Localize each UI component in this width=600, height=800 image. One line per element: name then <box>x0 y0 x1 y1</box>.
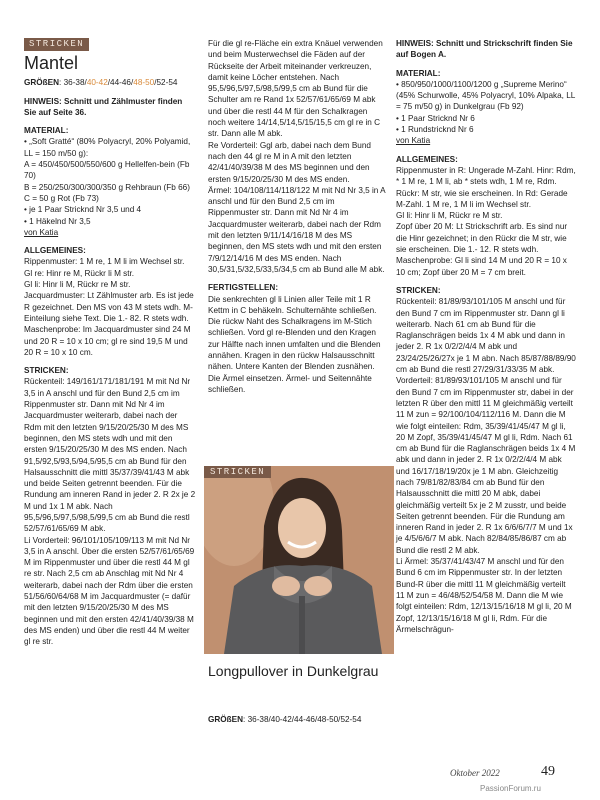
material-item: C = 50 g Rot (Fb 73) <box>24 193 99 203</box>
general-item: Gl re: Hinr re M, Rückr li M str. <box>24 268 135 278</box>
page-number: 49 <box>541 764 555 779</box>
watermark: PassionForum.ru <box>480 784 541 793</box>
column-2 <box>208 38 386 395</box>
general-heading: ALLGEMEINES: <box>24 246 86 256</box>
column-3 <box>396 38 576 635</box>
material-item: • 1 Häkelnd Nr 3,5 <box>24 216 91 226</box>
brand-link[interactable]: von Katia <box>396 136 431 146</box>
general-item: Jacquardmuster: Lt Zählmuster arb. Es ist jede R gezeichnet. Den MS von 43 M stets wdh. M-Einteilung siehe Text. Die 1.- 82. R stets wdh. <box>24 291 194 323</box>
general-item: Maschenprobe: Gl li sind 14 M und 20 R = 10 x 10 cm; Zopf über 20 M = 7 cm breit. <box>396 256 567 277</box>
material-item: B = 250/250/300/300/350 g Rehbraun (Fb 66) <box>24 182 190 192</box>
column-1 <box>24 38 196 648</box>
knitting-step: Li Vorderteil: 96/101/105/109/113 M mit Nd Nr 3,5 in A anschl. Über die ersten 52/57/61/65/69 M im Rippenmuster und über die restl 44 M gl re str. Nach 2,5 cm ab Anschlag mit Nd Nr 4 weiterarb, dabei nach der Rdm über die ersten 51/56/60/64/68 M im Jacquardmuster (= dafür mit den letzten 9/15/20/25/30 M des MS beginnen und mit den ersten 42/41/40/39/38 M des MS enden) und über die restl 44 M weiter gl re str. <box>24 535 195 647</box>
second-pattern-title: Longpullover in Dunkelgrau <box>208 663 379 679</box>
general-item: Maschenprobe: Im Jacquardmuster sind 24 M und 20 R = 10 x 10 cm; gl re sind 19,5 M und 20 R = 10 x 10 cm. <box>24 325 191 357</box>
finishing-heading: FERTIGSTELLEN: <box>208 283 279 293</box>
knitting-heading: STRICKEN: <box>396 285 441 295</box>
photo-tag: STRICKEN <box>204 466 271 478</box>
knitting-step: Re Vorderteil: Ggl arb, dabei nach dem Bund nach den 44 gl re M in A mit den letzten 42/41/40/39/38 M des MS beginnen und den ersten 9/15/20/25/30 M des MS enden. <box>208 140 371 184</box>
hint: HINWEIS: Schnitt und Zählmuster finden Sie auf Seite 36. <box>24 96 183 117</box>
knitting-heading: STRICKEN: <box>24 366 69 376</box>
general-heading: ALLGEMEINES: <box>396 154 458 164</box>
knitting-step: Vorderteil: 81/89/93/101/105 M anschl und für den Bund 7 cm im Rippenmuster str, dabei in der letzten R über den mittl 11 M gleichmäßig verteilt 11 M zun = 92/100/104/112/116 M. Dann die M wie folgt einteilen: Rdm, 35/39/41/45/47 M gl li, 20 M Zopf, 35/39/41/45/47 M gl li, Rdm. Nach 61 cm ab Bund für die Raglanschrägen beids 1x 4 M abk und dann in jeder 2. R 1x 0/2/2/4/4 M abk und 16/17/18/19/20x je 1 M abn. Gleichzeitig nach 79/81/82/83/84 cm ab Bund für den Halsausschnitt die mittl 20 M abk, dabei gleichmäßig verteilt 5x je 2 M zusstr, und beide Seiten getrennt beenden. Für die Rundung am inneren Rand in jeder 2. R 1x 6/6/6/7/7 M und 1x je 4/5/6/6/7 M abk. Nach 82/84/85/86/87 cm ab Bund die restl 2 M abk. <box>396 376 576 555</box>
finishing-text: Die senkrechten gl li Linien aller Teile mit 1 R Kettm in C behäkeln. Schulternähte schließen. Die rückw Naht des Schalkragens im M-Stich schließen. Vord gl re-Blenden und den Kragen zur Hälfte nach innen umfalten und die Blenden annähen. Kragen in den rückw Halsausschnitt nähen. Untere Kanten der Blenden zusnähen. Die Ärmel einsetzen. Ärmel- und Seitennähte schließen. <box>208 294 381 394</box>
knitting-step: Rückenteil: 149/161/171/181/191 M mit Nd Nr 3,5 in A anschl und für den Bund 2,5 cm im Rippenmuster str. Dann mit Nd Nr 4 im Jacquardmuster weiterarb, dabei nach der Rdm mit den letzten 9/15/20/25/30 M des MS beginnen, den MS stets wdh und mit den ersten 9/15/20/25/30 M des MS enden. Nach 91,5/92,5/93,5/94,5/95,5 cm ab Bund für den Halsausschnitt die mittl 35/37/39/41/43 M abk und beide Seiten getrennt beenden. Für die Rundung am inneren Rand in jeder 2. R 2x je 2 M und 1x 1 M abk. Nach 95,5/96,5/97,5/98,5/99,5 cm ab Bund die restl 52/57/61/65/69 M abk. <box>24 377 196 534</box>
material-item: • 1 Paar Stricknd Nr 6 <box>396 113 475 123</box>
knitting-step: Ärmel: 104/108/114/118/122 M mit Nd Nr 3,5 in A anschl und für den Bund 2,5 cm im Rippenmuster str. Dann mit Nd Nr 4 im Jacquardmuster weiterarb, dabei nach der Rdm mit den letzten 9/11/14/16/18 M des MS beginnen, den MS stets wdh und mit den ersten 7/9/12/14/16 M des MS enden. Nach 30,5/31,5/32,5/33,5/34,5 cm ab Bund alle M abk. <box>208 185 386 274</box>
sizes-2: GRÖßEN: 36-38/40-42/44-46/48-50/52-54 <box>208 715 362 724</box>
brand-link[interactable]: von Katia <box>24 227 59 237</box>
material-heading: MATERIAL: <box>24 126 69 136</box>
knitting-step: Li Ärmel: 35/37/41/43/47 M anschl und für den Bund 6 cm im Rippenmuster str. In der letzten Bund-R über die mittl 11 M gleichmäßig verteilt 11 M zun = 46/48/52/54/58 M. Dann die M wie folgt einteilen: Rdm, 12/13/15/16/18 M gl li, 20 M Zopf, 12/13/15/16/18 M gl li, Rdm. Für die Ärmelschrägun- <box>396 557 572 634</box>
general-item: Gl li: Hinr li M, Rückr re M str. <box>24 280 131 290</box>
material-item: • 1 Rundstricknd Nr 6 <box>396 125 474 135</box>
sizes: GRÖßEN: 36-38/40-42/44-46/48-50/52-54 <box>24 78 178 88</box>
general-item: Rippenmuster in R: Ungerade M-Zahl. Hinr: Rdm, * 1 M re, 1 M li, ab * stets wdh, 1 M re, Rdm. Rückr: M str, wie sie erscheinen. In Rd: Gerade M-Zahl. 1 M re, 1 M li im Wechsel str. <box>396 165 576 209</box>
material-item: A = 450/450/500/550/600 g Hellelfen-bein (Fb 70) <box>24 160 190 181</box>
general-item: Gl li: Hinr li M, Rückr re M str. <box>396 211 503 221</box>
material-heading: MATERIAL: <box>396 68 441 78</box>
section-tag: STRICKEN <box>24 38 89 51</box>
general-item: Rippenmuster: 1 M re, 1 M li im Wechsel str. <box>24 257 185 267</box>
material-item: • „Soft Gratté“ (80% Polyacryl, 20% Polyamid, LL = 150 m/50 g): <box>24 137 191 158</box>
material-item: • je 1 Paar Stricknd Nr 3,5 und 4 <box>24 205 142 215</box>
model-photo <box>204 466 394 654</box>
hint: HINWEIS: Schnitt und Strickschrift finden Sie auf Bogen A. <box>396 39 573 60</box>
issue-date: Oktober 2022 <box>450 768 500 778</box>
material-item: • 850/950/1000/1100/1200 g „Supreme Merino“ (45% Schurwolle, 45% Polyacryl, 10% Alpaka, LL = 75 m/50 g) in Dunkelgrau (Fb 92) <box>396 79 576 112</box>
model-illustration <box>204 466 394 654</box>
knitting-step: Rückenteil: 81/89/93/101/105 M anschl und für den Bund 7 cm im Rippenmuster str. Dann gl li weiterarb. Nach 61 cm ab Bund für die Raglanschrägen beids 1x 4 M abk und dann in jeder 2. R 1x 0/2/2/4/4 M abk und 23/24/25/26/27x je 1 M abn. Nach 85/87/88/89/90 cm ab Bund die restl 27/29/31/33/35 M abk. <box>396 297 576 375</box>
pattern-title: Mantel <box>24 53 79 74</box>
knitting-step: Für die gl re-Fläche ein extra Knäuel verwenden und beim Musterwechsel die Fäden auf der Rückseite der Arbeit miteinander verkreuzen, damit keine Löcher entstehen. Nach 95,5/96,5/97,5/98,5/99,5 cm ab Bund für die Schulter am re Rand 1x 52/57/61/65/69 M abk und über die restl 44 M für den Schalkragen noch weitere 14/14,5/14,5/15/15,5 cm gl re in C str. Dann alle M abk. <box>208 39 383 139</box>
general-item: Zopf über 20 M: Lt Strickschrift arb. Es sind nur die Hinr gezeichnet; in den Rückr die M str, wie sie erscheinen. Die 1.- 12. R stets wdh. <box>396 222 568 255</box>
